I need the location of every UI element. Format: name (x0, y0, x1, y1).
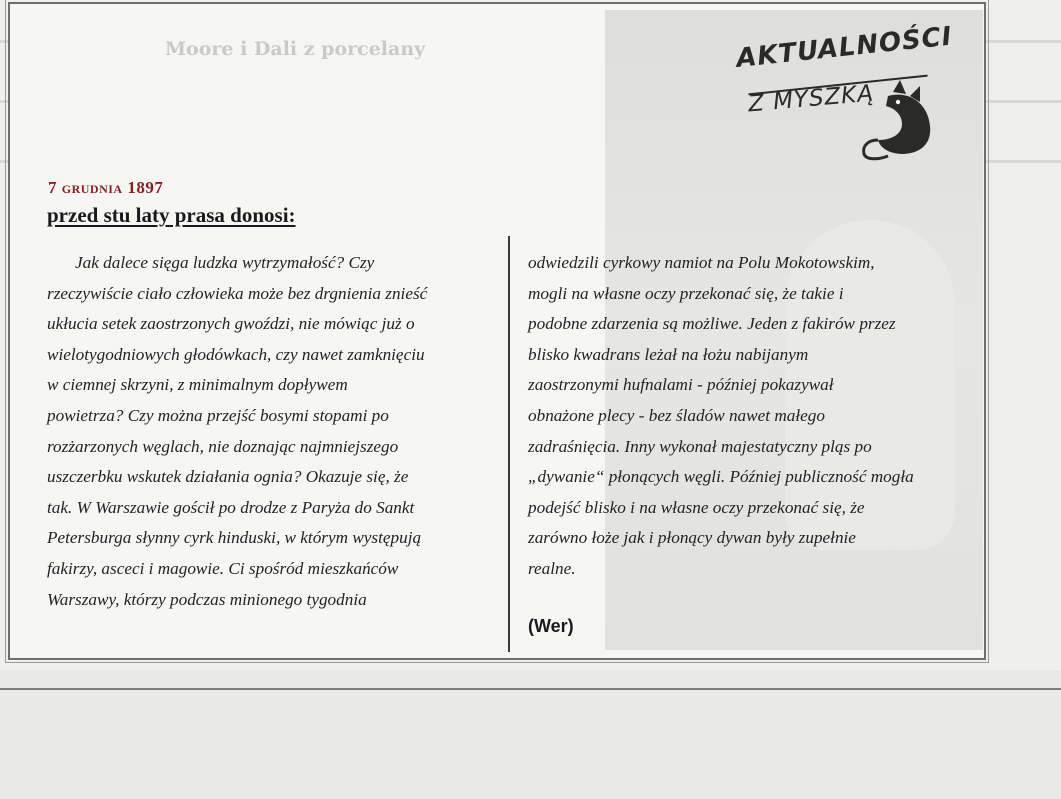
logo (734, 21, 954, 164)
page-rule (0, 688, 1061, 690)
logo-title: AKTUALNOŚCI (734, 21, 954, 74)
article-text-line: zaostrzonymi hufnalami - później pokazywał (528, 375, 834, 395)
article-text-line: blisko kwadrans leżał na łożu nabijanym (528, 344, 809, 364)
article-text-line: w ciemnej skrzyni, z minimalnym dopływem (47, 375, 348, 395)
article-text-line: rozżarzonych węglach, nie doznając najmniejszego (47, 436, 399, 456)
article-text-line: Warszawy, którzy podczas minionego tygodnia (47, 589, 367, 609)
article-date: 7 grudnia 1897 (48, 178, 164, 197)
article-text-line: mogli na własne oczy przekonać się, że takie i (528, 283, 844, 303)
mouse-icon (858, 74, 948, 164)
article-text-line: rzeczywiście ciało człowieka może bez drgnienia znieść (47, 283, 428, 303)
column-divider (508, 236, 510, 652)
article-text-line: wielotygodniowych głodówkach, czy nawet zamknięciu (47, 344, 425, 364)
article-text-line: podobne zdarzenia są możliwe. Jeden z fakirów przez (528, 314, 896, 334)
article-headline: przed stu laty prasa donosi: (47, 203, 296, 227)
article-author: (Wer) (528, 616, 574, 636)
article-text-line: uszczerbku wskutek działania ognia? Okazuje się, że (47, 467, 409, 487)
article-text-line: Jak dalece sięga ludzka wytrzymałość? Czy (75, 253, 375, 272)
article-panel (8, 2, 986, 660)
article-text-line: obnażone plecy - bez śladów nawet małego (528, 405, 825, 425)
article-text-line: tak. W Warszawie gościł po drodze z Paryża do Sankt (47, 497, 415, 517)
article-text-line: realne. (528, 558, 576, 578)
article-text-line: powietrza? Czy można przejść bosymi stopami po (47, 405, 389, 425)
article-column-left (47, 248, 503, 615)
article-text-line: „dywanie“ płonących węgli. Później publiczność mogła (528, 467, 914, 487)
article-text-line: ukłucia setek zaostrzonych gwoździ, nie mówiąc już o (47, 314, 415, 334)
article-text-line: fakirzy, asceci i magowie. Ci spośród mieszkańców (47, 558, 399, 578)
article-text-line: odwiedzili cyrkowy namiot na Polu Mokotowskim, (528, 253, 875, 272)
article-text-line: Petersburga słynny cyrk hinduski, w którym występują (47, 528, 422, 548)
logo-subtitle: Z MYSZKĄ (747, 80, 876, 118)
article-text-line: zarówno łoże jak i płonący dywan były zupełnie (528, 528, 856, 548)
ghost-heading: Moore i Dali z porcelany (165, 38, 426, 60)
article-column-right (528, 248, 978, 585)
article-text-line: zadraśnięcia. Inny wykonał majestatyczny pląs po (528, 436, 872, 456)
article-text-line: podejść blisko i na własne oczy przekonać się, że (528, 497, 865, 517)
